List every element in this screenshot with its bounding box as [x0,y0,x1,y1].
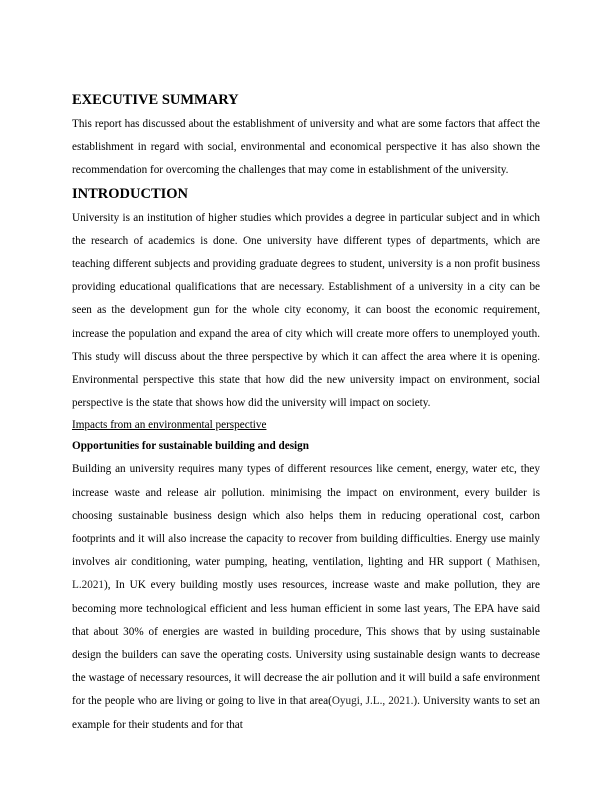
introduction-heading: INTRODUCTION [72,185,189,202]
introduction-paragraph: University is an institution of higher studies which provides a degree in particular subject and in which the research of academics is done. One university have different types of departments, which are teaching different subjects and providing graduate degrees to student, university is a non profit business providing educational qualifications that are necessary. Establishment of a university in a city can be seen as the development gun for the whole city economy, it can boost the economic requirement, increase the population and expand the area of city which will create more offers to unemployed youth. This study will discuss about the three perspective by which it can affect the area where it is opening. Environmental perspective this state that how did the new university impact on environment, social perspective is the state that shows how did the university will impact on society. [72,211,540,410]
executive-summary-paragraph: This report has discussed about the establishment of university and what are some factors that affect the establishment in regard with social, environmental and economical perspective it has also shown the recommendation for overcoming the challenges that may come in establishment of the university. [72,118,540,177]
environmental-section-title: Impacts from an environmental perspective [72,419,267,432]
citation-oyugi: Oyugi, J.L., 2021. [331,695,414,708]
paragraph-text-part-2: ), In UK every building mostly uses resources, increase waste and make pollution, they are becoming more technological efficient and less human efficient in some last years, The EPA have said that about 30% of energies are wasted in building procedure, This shows that by using sustainable design the builders can save the operating costs. University using sustainable design wants to decrease the wastage of necessary resources, it will decrease the air pollution and it will build a safe environment for the people who are living or going to live in that area( [72,579,540,708]
paragraph-text-part-1: Building an university requires many types of different resources like cement, energy, water etc, they increase waste and release air pollution. minimising the impact on environment, every builder is choosing sustainable business design which also helps them in reducing operational cost, carbon footprints and it will also increase the capacity to recover from building difficulties. Energy use mainly involves air conditioning, water pumping, heating, ventilation, lighting and HR support ( [72,463,540,569]
paragraph-text-part-3: ). University wants to set an example for their students and for that [72,695,541,731]
sustainable-building-paragraph [72,458,540,736]
citation-mathisen: Mathisen, L.2021 [72,556,540,592]
sustainable-building-subheading: Opportunities for sustainable building and design [72,440,309,453]
executive-summary-heading: EXECUTIVE SUMMARY [72,92,239,108]
document-page [72,90,540,737]
